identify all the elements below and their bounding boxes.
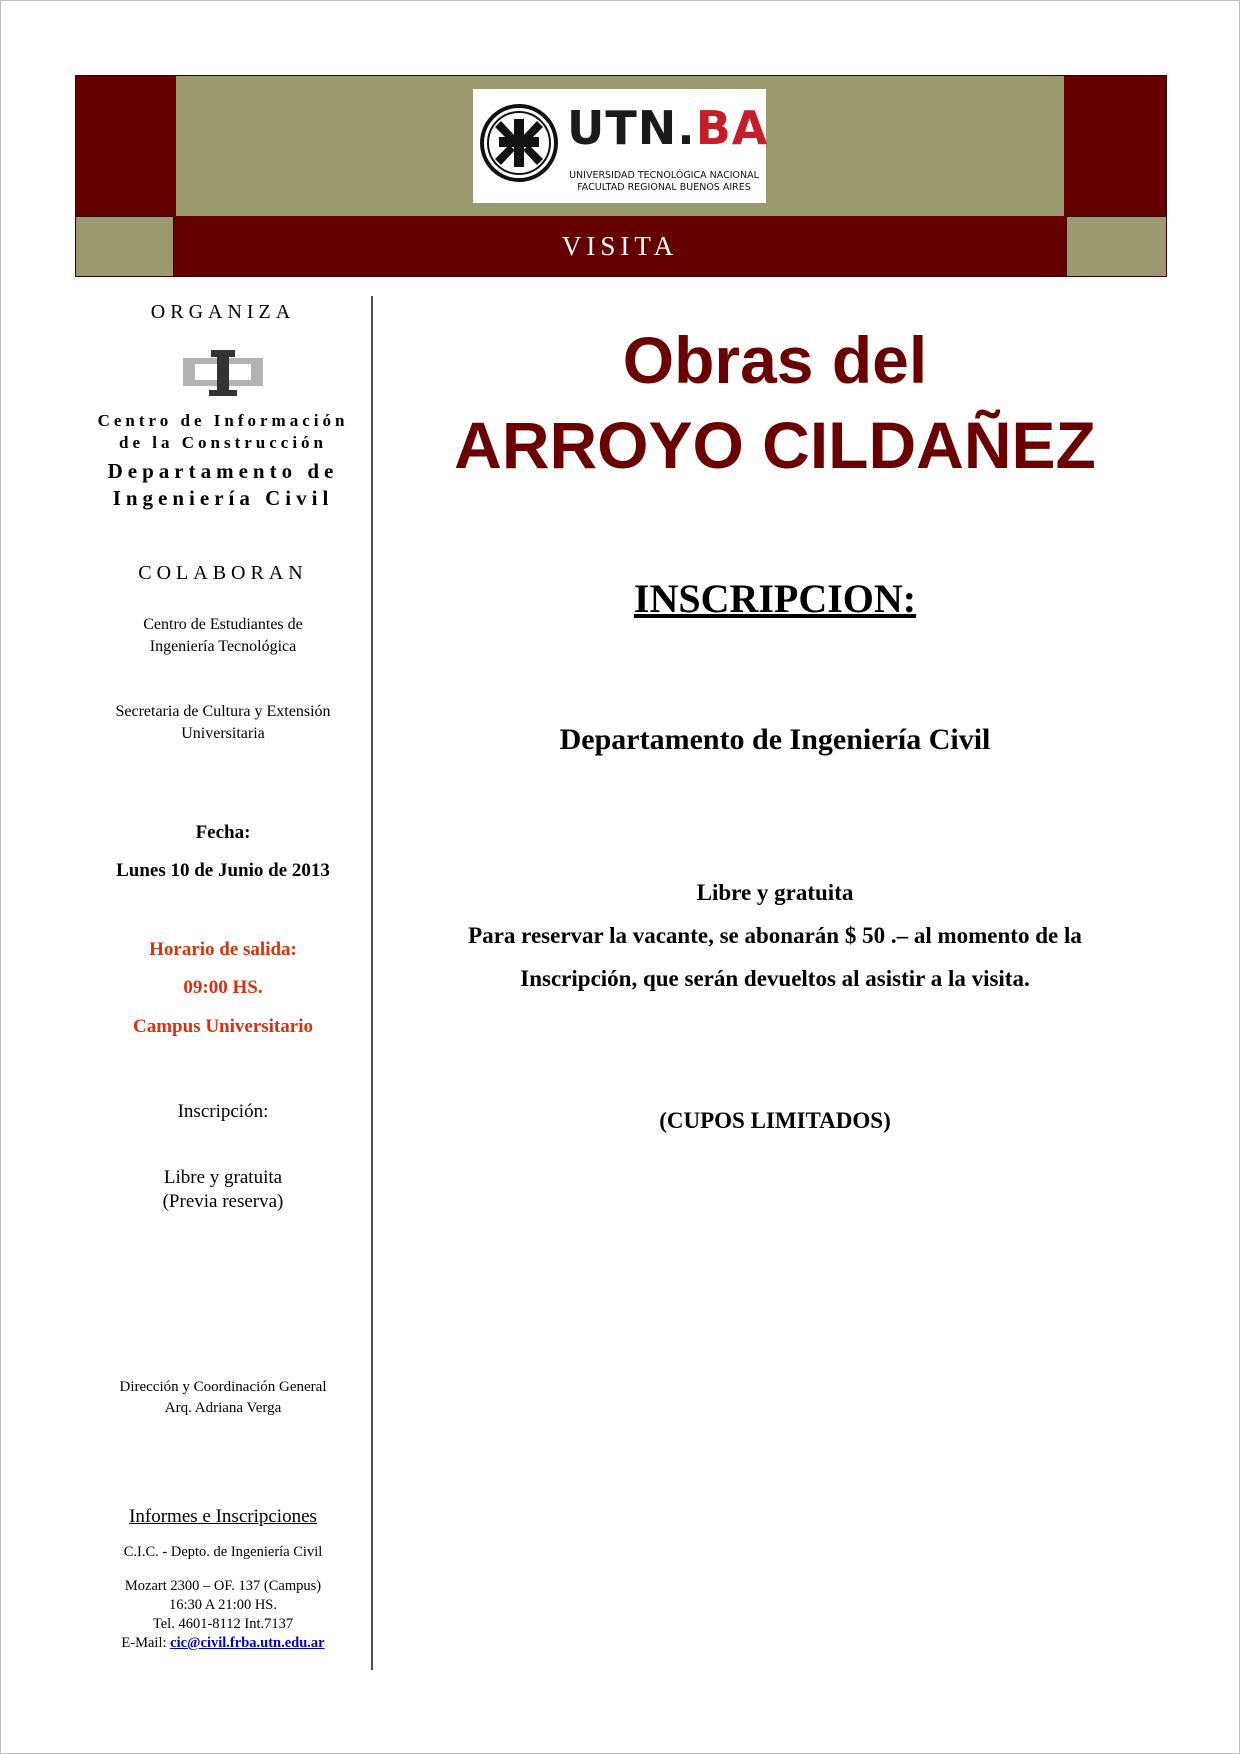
collaborator-culture-secretary: Secretaria de Cultura y Extensión Universitaria — [115, 703, 331, 742]
utn-logo-wordmark: UTN.BA — [567, 101, 769, 155]
colaboran-heading: COLABORAN — [138, 562, 308, 584]
utn-logo — [473, 89, 769, 203]
registration-label: Inscripción: — [177, 1101, 269, 1122]
contact-email-row: E-Mail: cic@civil.frba.utn.edu.ar — [121, 1635, 325, 1651]
date-value: Lunes 10 de Junio de 2013 — [116, 860, 330, 881]
email-link[interactable]: cic@civil.frba.utn.edu.ar — [170, 1635, 325, 1651]
direction-credit: Dirección y Coordinación General Arq. Adriana Verga — [119, 1379, 327, 1416]
event-title-line1: Obras del — [622, 323, 928, 397]
date-label: Fecha: — [195, 822, 251, 843]
organizer-department: Departamento de Ingeniería Civil — [107, 459, 339, 510]
organiza-heading: ORGANIZA — [150, 301, 296, 323]
column-divider — [371, 296, 373, 1670]
cic-logo-icon — [183, 350, 263, 396]
departure-time-value: 09:00 HS. — [183, 977, 263, 998]
registration-terms: Libre y gratuita (Previa reserva) — [162, 1167, 284, 1212]
event-title-line2: ARROYO CILDAÑEZ — [454, 408, 1096, 482]
registration-info: Libre y gratuita Para reservar la vacante, se abonarán $ 50 .– al momento de la Inscripción, que serán devueltos al asistir a la visita. — [468, 880, 1082, 991]
header-banner — [75, 75, 1167, 277]
cic-logo — [75, 350, 371, 396]
visita-label: VISITA — [561, 231, 679, 261]
collaborator-student-center: Centro de Estudiantes de Ingeniería Tecnológica — [143, 616, 303, 655]
organizer-name: Centro de Información de la Construcción — [97, 411, 349, 452]
limited-seats-note: (CUPOS LIMITADOS) — [659, 1108, 891, 1133]
departure-location: Campus Universitario — [133, 1016, 313, 1037]
contact-office: C.I.C. - Depto. de Ingeniería Civil — [123, 1544, 323, 1560]
banner-olive-corner-left — [76, 216, 174, 276]
contact-details: Mozart 2300 – OF. 137 (Campus) 16:30 A 21:00 HS. Tel. 4601-8112 Int.7137 E-Mail: cic@civil.frba.utn.edu.ar — [75, 1577, 371, 1653]
departure-time-label: Horario de salida: — [149, 939, 297, 960]
banner-olive-corner-right — [1066, 216, 1166, 276]
main-department: Departamento de Ingeniería Civil — [559, 723, 991, 756]
inscripcion-heading: INSCRIPCION: — [633, 576, 917, 621]
utn-emblem-icon — [479, 103, 559, 183]
informes-heading: Informes e Inscripciones — [129, 1506, 317, 1527]
utn-logo-subtitle: UNIVERSIDAD TECNOLÓGICA NACIONAL FACULTAD REGIONAL BUENOS AIRES — [569, 170, 759, 193]
